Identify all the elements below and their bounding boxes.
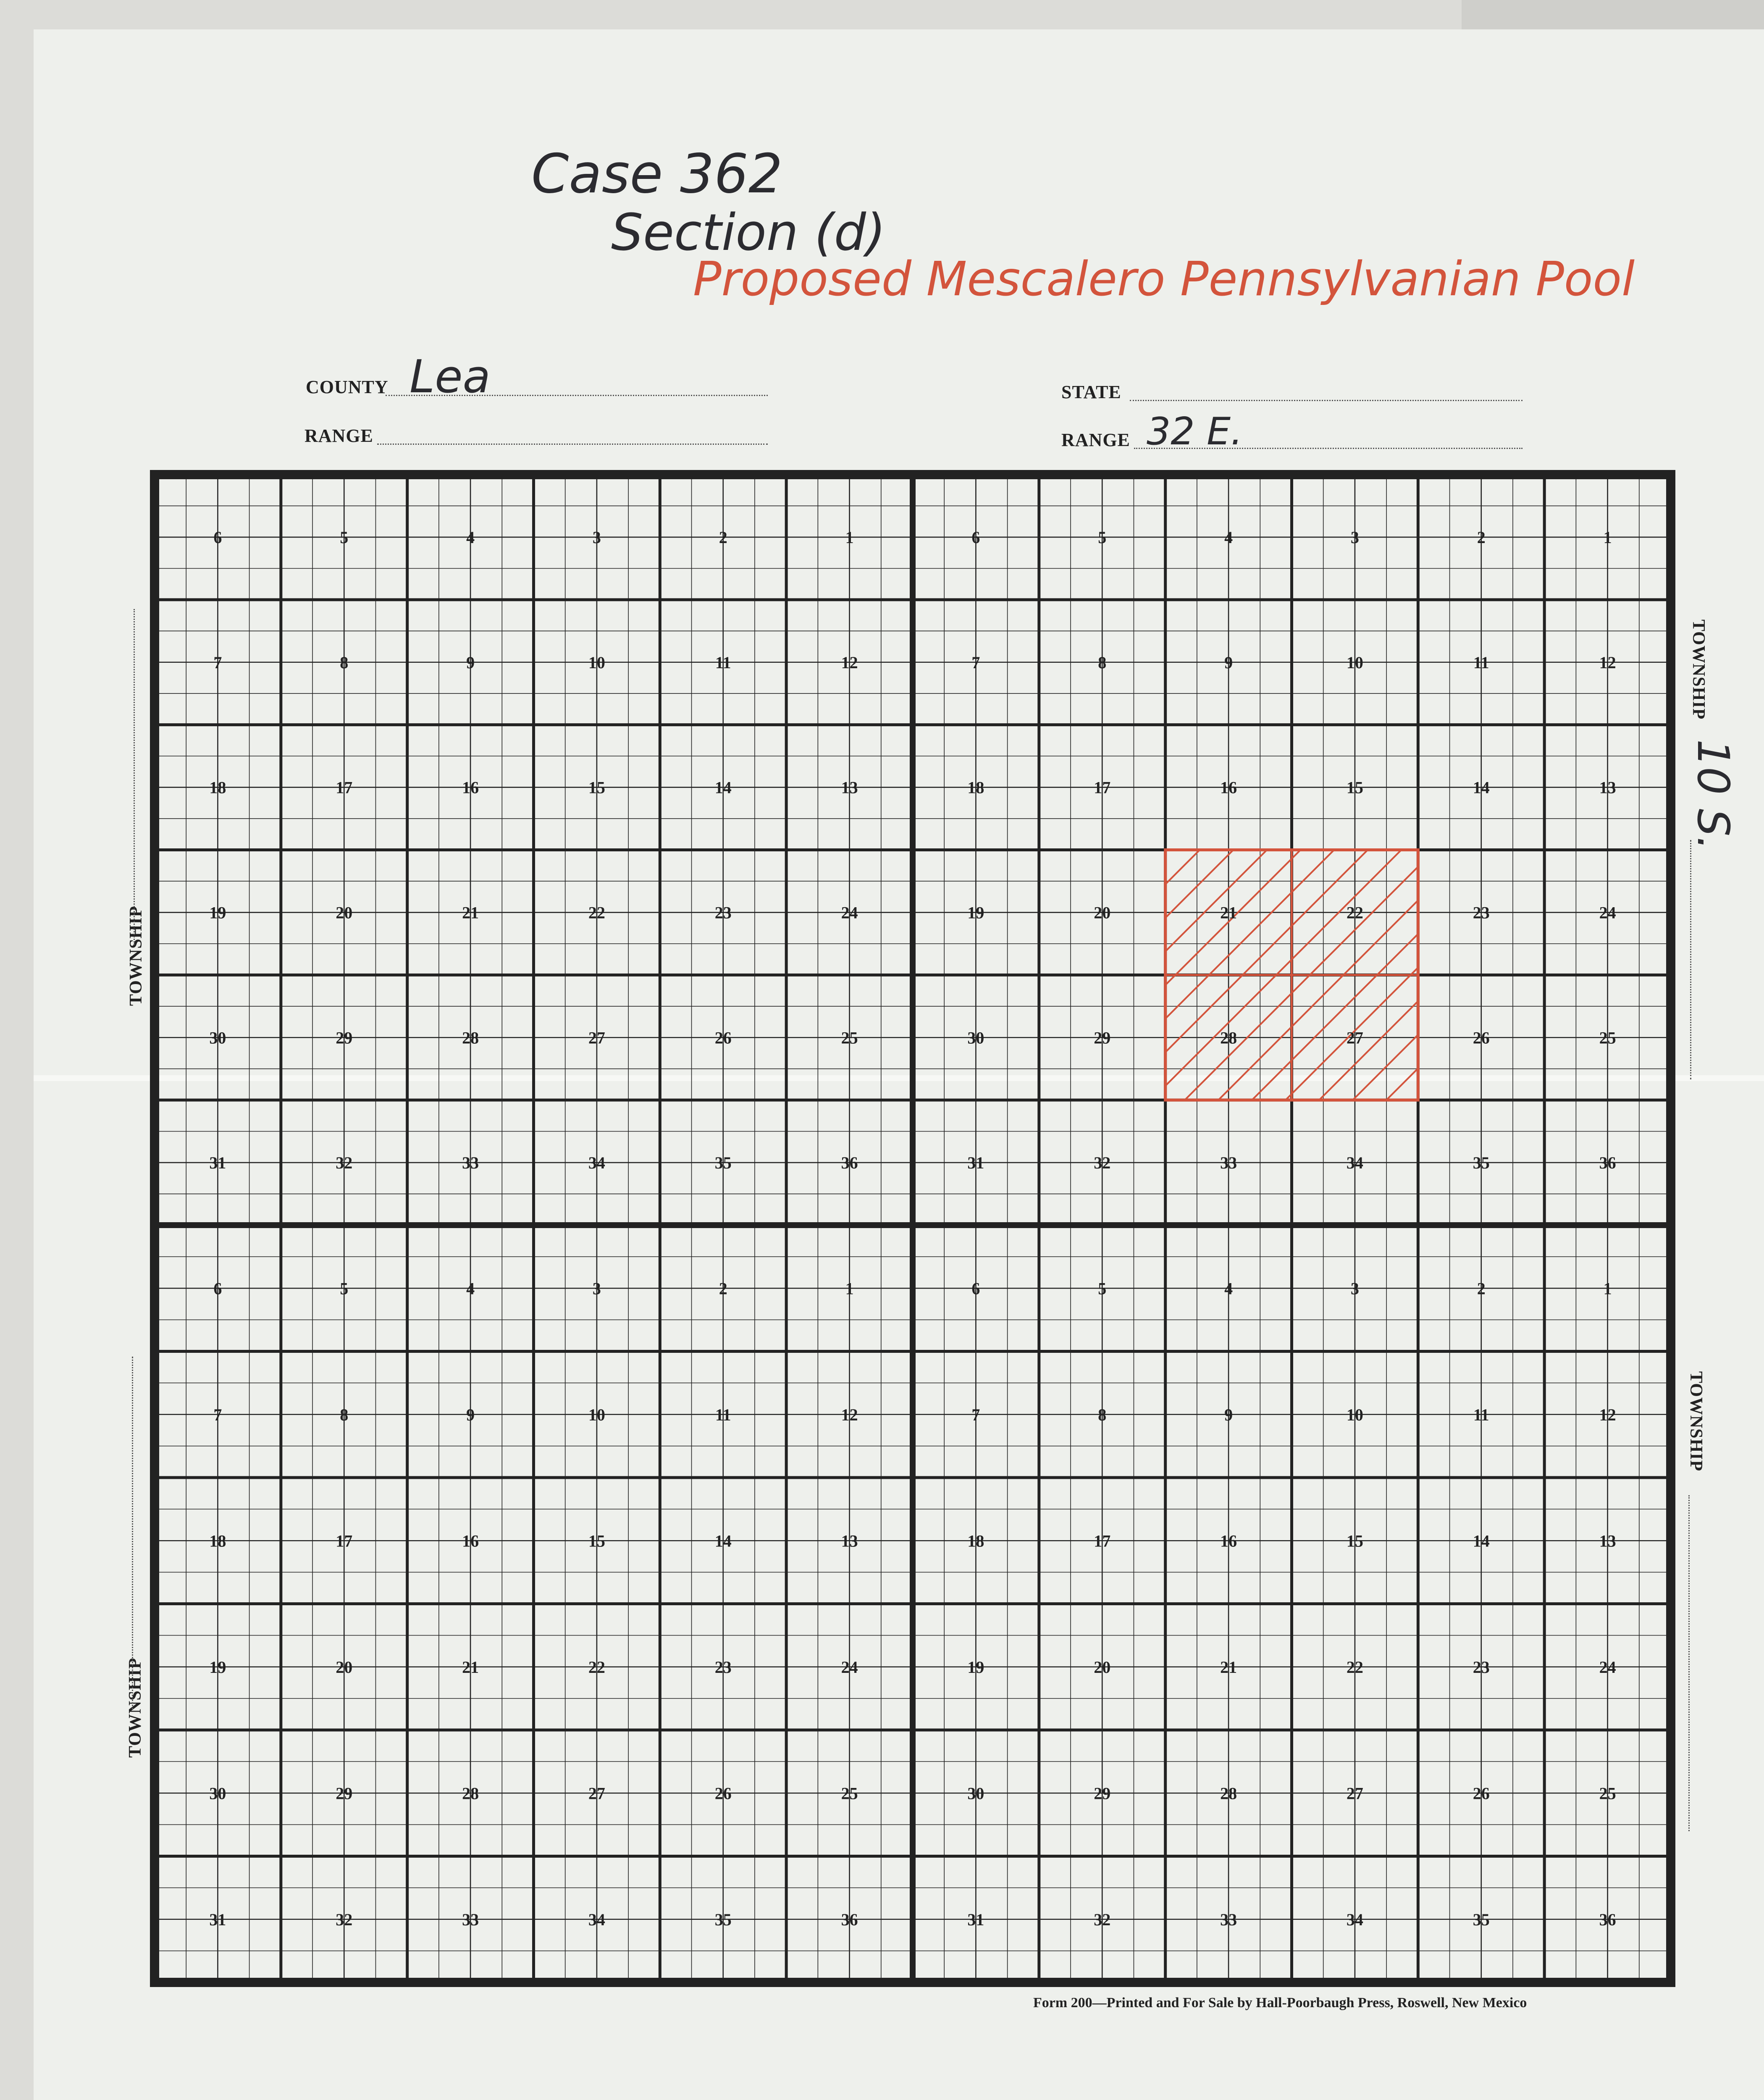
county-value: Lea [410,351,491,403]
section-number-northeast-28: 28 [1220,1028,1237,1047]
section-number-southeast-33: 33 [1220,1910,1237,1929]
section-number-southeast-10: 10 [1346,1405,1363,1424]
section-number-northwest-19: 19 [209,903,226,922]
section-number-northeast-10: 10 [1346,653,1363,672]
section-number-southeast-17: 17 [1094,1531,1111,1551]
section-number-southeast-23: 23 [1473,1657,1490,1677]
section-number-southeast-3: 3 [1350,1279,1359,1298]
section-number-southwest-11: 11 [715,1405,731,1424]
section-number-southwest-7: 7 [213,1405,222,1424]
section-number-southwest-25: 25 [841,1784,858,1803]
section-number-northwest-15: 15 [588,778,605,797]
section-number-northeast-17: 17 [1094,778,1111,797]
section-number-southeast-2: 2 [1477,1279,1486,1298]
section-number-southeast-24: 24 [1599,1657,1616,1677]
section-number-southeast-20: 20 [1094,1657,1111,1677]
section-number-southeast-7: 7 [971,1405,980,1424]
section-number-northwest-32: 32 [336,1153,353,1173]
section-number-southeast-11: 11 [1473,1405,1489,1424]
section-number-northwest-17: 17 [336,778,353,797]
section-number-southeast-6: 6 [971,1279,980,1298]
section-number-southeast-8: 8 [1098,1405,1107,1424]
section-number-southwest-27: 27 [588,1784,605,1803]
section-number-southeast-35: 35 [1473,1910,1490,1929]
section-number-northwest-2: 2 [719,528,727,547]
section-number-northeast-13: 13 [1599,778,1616,797]
section-number-northwest-1: 1 [845,528,854,547]
section-number-southeast-32: 32 [1094,1910,1111,1929]
section-number-northeast-5: 5 [1098,528,1107,547]
section-number-southwest-34: 34 [588,1910,605,1929]
section-number-northeast-12: 12 [1599,653,1616,672]
section-number-northwest-30: 30 [209,1028,226,1047]
section-number-southeast-25: 25 [1599,1784,1616,1803]
section-number-southwest-12: 12 [841,1405,858,1424]
section-number-northwest-18: 18 [209,778,226,797]
section-number-northeast-34: 34 [1346,1153,1363,1173]
section-number-northwest-8: 8 [340,653,349,672]
form-footer: Form 200—Printed and For Sale by Hall-Poorbaugh Press, Roswell, New Mexico [1033,1995,1527,2011]
section-number-northwest-29: 29 [336,1028,353,1047]
township-label-left-upper: TOWNSHIP [126,906,146,1006]
section-number-northeast-14: 14 [1473,778,1490,797]
section-note: Section (d) [611,204,886,262]
section-number-southwest-29: 29 [336,1784,353,1803]
section-number-northeast-16: 16 [1220,778,1237,797]
section-number-northeast-20: 20 [1094,903,1111,922]
section-number-northeast-36: 36 [1599,1153,1616,1173]
section-number-southwest-21: 21 [462,1657,479,1677]
section-number-southwest-1: 1 [845,1279,854,1298]
section-number-northwest-5: 5 [340,528,349,547]
range-label-left: RANGE [304,425,373,446]
section-number-southeast-13: 13 [1599,1531,1616,1551]
state-label: STATE [1061,382,1121,402]
section-number-northeast-27: 27 [1346,1028,1363,1047]
section-number-southeast-22: 22 [1346,1657,1363,1677]
section-number-northwest-21: 21 [462,903,479,922]
section-number-southwest-9: 9 [466,1405,475,1424]
section-number-northeast-7: 7 [971,653,980,672]
section-number-northeast-33: 33 [1220,1153,1237,1173]
section-number-southeast-15: 15 [1346,1531,1363,1551]
section-number-southwest-16: 16 [462,1531,479,1551]
section-number-northeast-2: 2 [1477,528,1486,547]
section-number-southwest-10: 10 [588,1405,605,1424]
section-number-southwest-30: 30 [209,1784,226,1803]
section-number-southwest-23: 23 [714,1657,732,1677]
section-number-northwest-26: 26 [714,1028,732,1047]
section-number-northwest-28: 28 [462,1028,479,1047]
section-number-southwest-24: 24 [841,1657,858,1677]
township-label-right-upper: TOWNSHIP [1689,620,1708,720]
section-number-northwest-10: 10 [588,653,605,672]
section-number-northwest-12: 12 [841,653,858,672]
section-number-northwest-34: 34 [588,1153,605,1173]
section-number-northwest-20: 20 [336,903,353,922]
section-number-northeast-19: 19 [967,903,984,922]
section-number-northeast-29: 29 [1094,1028,1111,1047]
section-number-southeast-9: 9 [1224,1405,1233,1424]
section-number-northwest-24: 24 [841,903,858,922]
section-number-southwest-4: 4 [466,1279,475,1298]
section-number-southwest-32: 32 [336,1910,353,1929]
section-number-southeast-36: 36 [1599,1910,1616,1929]
section-number-southeast-14: 14 [1473,1531,1490,1551]
section-number-northeast-4: 4 [1224,528,1233,547]
section-number-southeast-18: 18 [967,1531,984,1551]
township-value: 10 S. [1688,739,1739,850]
section-number-southwest-6: 6 [213,1279,222,1298]
township-label-right-lower: TOWNSHIP [1686,1371,1706,1472]
section-number-northeast-24: 24 [1599,903,1616,922]
section-number-northwest-36: 36 [841,1153,858,1173]
section-number-northwest-3: 3 [592,528,601,547]
section-number-northwest-11: 11 [715,653,731,672]
grid-lines [155,475,1671,1982]
section-number-northeast-8: 8 [1098,653,1107,672]
section-number-northwest-9: 9 [466,653,475,672]
section-number-southwest-19: 19 [209,1657,226,1677]
section-number-southwest-26: 26 [714,1784,732,1803]
section-number-southwest-14: 14 [714,1531,732,1551]
section-number-southwest-33: 33 [462,1910,479,1929]
section-number-southwest-8: 8 [340,1405,349,1424]
section-number-southwest-22: 22 [588,1657,605,1677]
section-number-northeast-35: 35 [1473,1153,1490,1173]
pool-note: Proposed Mescalero Pennsylvanian Pool [693,252,1635,307]
section-number-northeast-31: 31 [967,1153,984,1173]
section-number-northwest-14: 14 [714,778,732,797]
section-number-southwest-20: 20 [336,1657,353,1677]
section-number-northwest-16: 16 [462,778,479,797]
highlight-layer [1166,850,1418,1100]
section-number-northeast-15: 15 [1346,778,1363,797]
section-number-northeast-6: 6 [971,528,980,547]
section-number-southeast-12: 12 [1599,1405,1616,1424]
section-number-northwest-22: 22 [588,903,605,922]
section-number-northwest-13: 13 [841,778,858,797]
section-number-southwest-17: 17 [336,1531,353,1551]
section-number-northwest-27: 27 [588,1028,605,1047]
section-number-northeast-26: 26 [1473,1028,1490,1047]
section-number-northeast-9: 9 [1224,653,1233,672]
section-number-northwest-25: 25 [841,1028,858,1047]
section-number-northwest-6: 6 [213,528,222,547]
section-number-southwest-13: 13 [841,1531,858,1551]
section-number-northeast-25: 25 [1599,1028,1616,1047]
section-number-southeast-16: 16 [1220,1531,1237,1551]
section-number-northeast-23: 23 [1473,903,1490,922]
section-number-southwest-2: 2 [719,1279,727,1298]
section-number-southeast-1: 1 [1603,1279,1612,1298]
section-number-southwest-36: 36 [841,1910,858,1929]
section-number-southeast-27: 27 [1346,1784,1363,1803]
section-number-southeast-5: 5 [1098,1279,1107,1298]
section-number-southwest-5: 5 [340,1279,349,1298]
section-number-southwest-18: 18 [209,1531,226,1551]
section-number-southeast-19: 19 [967,1657,984,1677]
section-number-southwest-31: 31 [209,1910,226,1929]
section-number-southeast-30: 30 [967,1784,984,1803]
section-number-northeast-11: 11 [1473,653,1489,672]
section-number-northwest-4: 4 [466,528,475,547]
section-number-southeast-31: 31 [967,1910,984,1929]
section-number-northeast-3: 3 [1350,528,1359,547]
section-number-northwest-33: 33 [462,1153,479,1173]
section-number-northeast-18: 18 [967,778,984,797]
section-number-northwest-35: 35 [714,1153,732,1173]
range-label-right: RANGE [1061,430,1130,450]
county-label: COUNTY [306,377,388,397]
section-number-southeast-4: 4 [1224,1279,1233,1298]
case-note: Case 362 [531,143,783,205]
section-number-northeast-32: 32 [1094,1153,1111,1173]
section-number-northeast-1: 1 [1603,528,1612,547]
section-number-southeast-29: 29 [1094,1784,1111,1803]
section-number-northwest-31: 31 [209,1153,226,1173]
township-label-left-lower: TOWNSHIP [126,1657,145,1758]
section-number-northwest-7: 7 [213,653,222,672]
section-number-northeast-21: 21 [1220,903,1237,922]
range-value: 32 E. [1147,410,1243,454]
section-number-southeast-26: 26 [1473,1784,1490,1803]
section-number-southwest-35: 35 [714,1910,732,1929]
section-number-southeast-34: 34 [1346,1910,1363,1929]
section-number-southeast-28: 28 [1220,1784,1237,1803]
section-number-northwest-23: 23 [714,903,732,922]
section-number-southwest-28: 28 [462,1784,479,1803]
section-number-southwest-15: 15 [588,1531,605,1551]
section-number-northeast-22: 22 [1346,903,1363,922]
section-number-northeast-30: 30 [967,1028,984,1047]
section-number-southwest-3: 3 [592,1279,601,1298]
section-number-southeast-21: 21 [1220,1657,1237,1677]
